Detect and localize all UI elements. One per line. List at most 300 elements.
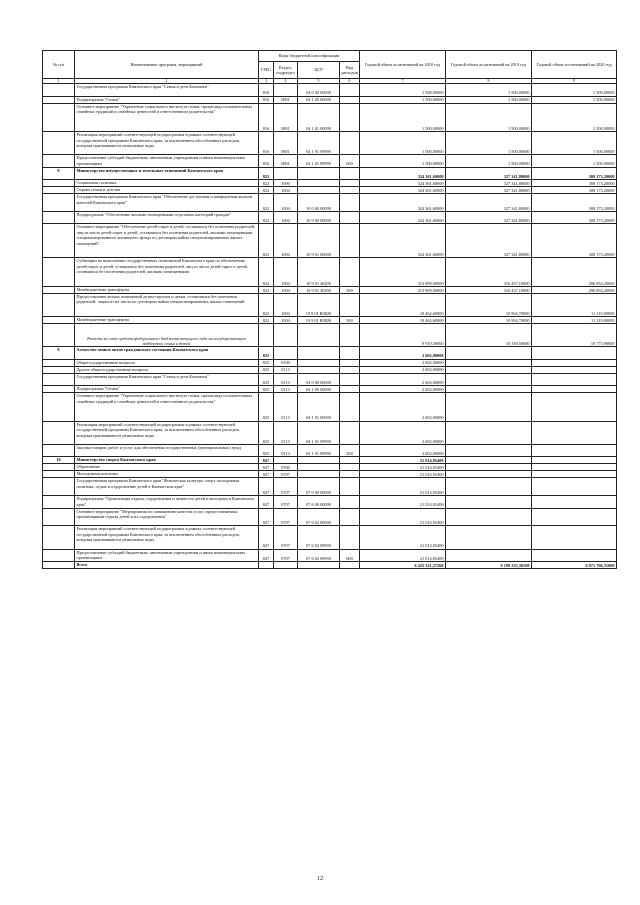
row-amount-2019 (446, 471, 532, 478)
row-csr: 07 0 00 00000 (298, 478, 340, 496)
row-csr (298, 457, 340, 464)
table-row (43, 287, 617, 294)
table-row (43, 212, 617, 224)
row-amount-2019 (446, 359, 532, 366)
row-number (43, 294, 75, 317)
row-vr (340, 194, 360, 212)
row-csr: 07 6 02 09990 (298, 526, 340, 549)
row-amount-2020 (532, 386, 617, 393)
row-amount-2019 (446, 373, 532, 385)
row-amount-2019 (446, 393, 532, 422)
table-row (43, 386, 617, 393)
row-amount-2018: 21 014,05400 (360, 478, 446, 496)
row-csr: 04 0 00 00000 (298, 84, 340, 96)
row-csr (298, 359, 340, 366)
row-grbs: 847 (259, 464, 274, 471)
row-grbs: 825 (259, 366, 274, 373)
row-amount-2019 (446, 366, 532, 373)
row-name: Межбюджетные трансферты (75, 287, 259, 294)
row-grbs: 822 (259, 287, 274, 294)
row-grbs: 822 (259, 187, 274, 194)
row-grbs: 847 (259, 471, 274, 478)
row-amount-2018: 324 361,60000 (360, 194, 446, 212)
row-number (43, 561, 75, 568)
row-number (43, 258, 75, 287)
row-amount-2018: 21 014,05400 (360, 496, 446, 508)
row-amount-2019 (446, 421, 532, 444)
row-name: Подпрограмма "Организация отдыха, оздоровления и занятости детей и молодежи в Камчатском крае" (75, 496, 259, 508)
row-razd: 0700 (274, 464, 298, 471)
col-index: 5 (298, 79, 340, 84)
row-amount-2018: 21 014,05400 (360, 508, 446, 526)
row-razd: 1004 (274, 194, 298, 212)
row-name: Агентство записи актов гражданского состояния Камчатского края (75, 347, 259, 359)
row-grbs: 822 (259, 212, 274, 224)
row-amount-2018: 324 361,60000 (360, 212, 446, 224)
table-row (43, 187, 617, 194)
row-name: Подпрограмма "Семья" (75, 386, 259, 393)
row-grbs: 847 (259, 496, 274, 508)
row-vr (340, 373, 360, 385)
row-amount-2018: 2 602,00000 (360, 347, 446, 359)
header-no: № п/п (43, 51, 75, 79)
row-vr (340, 526, 360, 549)
col-index: 2 (75, 79, 259, 84)
row-amount-2018: 2 602,00000 (360, 386, 446, 393)
row-amount-2019: 1 500,00000 (446, 84, 532, 96)
table-row (43, 96, 617, 103)
row-csr: 04 1 01 00000 (298, 103, 340, 132)
row-number (43, 508, 75, 526)
col-index: 9 (532, 79, 617, 84)
header-2018: Годовой объем ассигнований на 2018 год (360, 51, 446, 79)
row-csr: 07 6 02 09990 (298, 549, 340, 561)
row-amount-2020 (532, 347, 617, 359)
row-amount-2018: 21 014,05400 (360, 471, 446, 478)
row-grbs: 816 (259, 132, 274, 155)
row-vr (340, 84, 360, 96)
row-grbs: 816 (259, 84, 274, 96)
row-number (43, 287, 75, 294)
row-amount-2019: 1 500,00000 (446, 132, 532, 155)
row-amount-2019: 10 904,70000 (446, 294, 532, 317)
table-row (43, 132, 617, 155)
header-grbs: ГРБС (259, 62, 274, 79)
row-number (43, 366, 75, 373)
row-vr (340, 421, 360, 444)
row-number (43, 421, 75, 444)
col-index: 8 (446, 79, 532, 84)
row-grbs: 825 (259, 359, 274, 366)
table-row (43, 167, 617, 179)
row-razd: 0801 (274, 103, 298, 132)
row-razd: 1004 (274, 224, 298, 258)
row-csr (298, 180, 340, 187)
row-name: Предоставление субсидий бюджетным, автономным учреждениям и иным некоммерческим организациям (75, 155, 259, 167)
row-number (43, 103, 75, 132)
row-razd: 0113 (274, 373, 298, 385)
row-vr (340, 386, 360, 393)
row-amount-2020 (532, 359, 617, 366)
table-row (43, 366, 617, 373)
row-razd (274, 84, 298, 96)
row-grbs: 847 (259, 549, 274, 561)
row-vr: 600 (340, 155, 360, 167)
row-number (43, 155, 75, 167)
row-vr (340, 359, 360, 366)
row-amount-2018: 313 899,00000 (360, 287, 446, 294)
row-grbs: 825 (259, 421, 274, 444)
row-amount-2020: 1 500,00000 (532, 155, 617, 167)
row-csr: 04 1 01 09990 (298, 444, 340, 456)
row-amount-2019: 327 341,80000 (446, 167, 532, 179)
row-vr (340, 212, 360, 224)
row-csr (298, 464, 340, 471)
row-amount-2019: 1 500,00000 (446, 155, 532, 167)
row-csr: 10 0 00 00000 (298, 194, 340, 212)
row-csr: 10 9 01 40290 (298, 258, 340, 287)
row-razd: 0113 (274, 366, 298, 373)
table-row (43, 561, 617, 568)
row-razd: 1004 (274, 294, 298, 317)
row-amount-2019 (446, 478, 532, 496)
row-name: Социальная политика (75, 180, 259, 187)
col-index: 1 (43, 79, 75, 84)
row-number (43, 526, 75, 549)
row-amount-2019: 1 500,00000 (446, 96, 532, 103)
row-name: Подпрограмма "Семья" (75, 96, 259, 103)
row-name: Предоставление субсидий бюджетным, автономным учреждениям и иным некоммерческим организациям (75, 549, 259, 561)
row-vr (340, 324, 360, 347)
row-name: Всего (75, 561, 259, 568)
row-razd: 0707 (274, 549, 298, 561)
row-number: 10 (43, 457, 75, 464)
table-row (43, 526, 617, 549)
row-amount-2019: 327 341,80000 (446, 194, 532, 212)
row-amount-2018: 324 361,60000 (360, 167, 446, 179)
col-index: 4 (274, 79, 298, 84)
row-name: Министерство имущественных и земельных отношений Камчатского края (75, 167, 259, 179)
row-name: Министерство спорта Камчатского края (75, 457, 259, 464)
row-number (43, 393, 75, 422)
row-csr (298, 561, 340, 568)
row-number (43, 224, 75, 258)
row-amount-2020 (532, 478, 617, 496)
row-name: Реализация мероприятий соответствующей подпрограммы в рамках соответствующей государственной программы Камчатского края, за исключением обособленных расходов, которым присваиваются уникальные коды (75, 526, 259, 549)
row-amount-2019: 10 904,70000 (446, 317, 532, 324)
row-csr: 07 6 02 00000 (298, 508, 340, 526)
row-name: Подпрограмма "Обеспечение жилыми помещениями отдельных категорий граждан" (75, 212, 259, 224)
row-name: Межбюджетные трансферты (75, 317, 259, 324)
row-razd: 0801 (274, 132, 298, 155)
row-amount-2018: 2 602,00000 (360, 366, 446, 373)
row-vr (340, 464, 360, 471)
row-amount-2020 (532, 526, 617, 549)
row-number (43, 317, 75, 324)
row-razd: 1000 (274, 180, 298, 187)
row-grbs: 825 (259, 386, 274, 393)
row-name: Государственная программа Камчатского края "Обеспечение доступным и комфортным жильем жителей Камчатского края" (75, 194, 259, 212)
col-index: 6 (340, 79, 360, 84)
row-name: Молодежная политика (75, 471, 259, 478)
row-razd: 0801 (274, 96, 298, 103)
row-grbs: 816 (259, 103, 274, 132)
budget-table (42, 50, 617, 569)
row-vr: 200 (340, 444, 360, 456)
row-amount-2019 (446, 386, 532, 393)
row-amount-2020: 1 500,00000 (532, 96, 617, 103)
row-name: Государственная программа Камчатского края "Семья и дети Камчатки" (75, 84, 259, 96)
row-amount-2018: 21 014,05400 (360, 549, 446, 561)
row-amount-2018: 21 014,05400 (360, 464, 446, 471)
row-razd: 0113 (274, 444, 298, 456)
row-razd (274, 561, 298, 568)
row-grbs: 847 (259, 508, 274, 526)
row-grbs: 847 (259, 478, 274, 496)
row-amount-2019: 316 437,10000 (446, 258, 532, 287)
table-row (43, 103, 617, 132)
row-amount-2018: 1 500,00000 (360, 96, 446, 103)
row-razd: 0707 (274, 508, 298, 526)
row-name: Реализация мероприятий соответствующей подпрограммы в рамках соответствующей государственной программы Камчатского края, за исключением обособленных расходов, которым присваиваются уникальные коды (75, 421, 259, 444)
row-number (43, 373, 75, 385)
row-name: Расходы за счет средств федерального бюджета текущего года на государственную поддержку семьи и детей (75, 324, 259, 347)
table-row (43, 224, 617, 258)
table-row (43, 180, 617, 187)
row-amount-2020 (532, 373, 617, 385)
row-razd (274, 167, 298, 179)
row-amount-2018: 1 500,00000 (360, 84, 446, 96)
table-row (43, 421, 617, 444)
row-amount-2018: 324 361,60000 (360, 180, 446, 187)
row-amount-2018: 2 602,00000 (360, 373, 446, 385)
row-vr (340, 393, 360, 422)
row-number (43, 471, 75, 478)
row-number: 8 (43, 167, 75, 179)
row-name: Предоставление жилых помещений детям-сиротам и детям, оставшимся без попечения родителей, лицам из их числа по договорам найма специализированных жилых помещений (75, 294, 259, 317)
row-amount-2020 (532, 549, 617, 561)
row-amount-2018: 2 602,00000 (360, 359, 446, 366)
col-index: 3 (259, 79, 274, 84)
row-number (43, 194, 75, 212)
row-csr (298, 347, 340, 359)
row-grbs: 816 (259, 96, 274, 103)
row-csr (298, 366, 340, 373)
row-amount-2020 (532, 471, 617, 478)
row-razd: 0707 (274, 496, 298, 508)
row-amount-2020: 1 500,00000 (532, 132, 617, 155)
header-name: Наименование программ, мероприятий (75, 51, 259, 79)
row-vr (340, 508, 360, 526)
row-amount-2020: 308 173,20000 (532, 224, 617, 258)
row-number (43, 359, 75, 366)
row-grbs: 847 (259, 457, 274, 464)
row-vr (340, 167, 360, 179)
row-razd: 0707 (274, 526, 298, 549)
row-vr (340, 471, 360, 478)
row-razd: 0113 (274, 421, 298, 444)
row-amount-2018: 1 500,00000 (360, 132, 446, 155)
row-amount-2020: 6 071 706,31000 (532, 561, 617, 568)
row-amount-2018: 324 361,60000 (360, 224, 446, 258)
row-amount-2020 (532, 457, 617, 464)
row-grbs: 822 (259, 180, 274, 187)
row-razd (274, 347, 298, 359)
row-name: Субвенции на выполнение государственных полномочий Камчатского края по обеспечению детей-сирот и детей, оставшихся без попечения родителей, лиц из числа детей-сирот и детей, оставшихся без попечения родителей, жилыми помещениями (75, 258, 259, 287)
row-csr (298, 167, 340, 179)
row-number (43, 386, 75, 393)
row-csr: 10 9 01 00000 (298, 224, 340, 258)
row-name: Государственная программа Камчатского края "Физическая культура, спорт, молодежная политика, отдых и оздоровление детей в Камчатском крае" (75, 478, 259, 496)
row-csr: 04 1 01 00000 (298, 393, 340, 422)
row-name: Государственная программа Камчатского края "Семья и дети Камчатки" (75, 373, 259, 385)
row-razd: 1004 (274, 287, 298, 294)
row-csr: 10 9 01 40290 (298, 287, 340, 294)
col-index: 7 (360, 79, 446, 84)
row-number (43, 187, 75, 194)
row-csr: 10 9 01 R0820 (298, 294, 340, 317)
row-amount-2019: 6 199 235,38100 (446, 561, 532, 568)
row-name: Общегосударственные вопросы (75, 359, 259, 366)
row-razd (274, 457, 298, 464)
row-grbs: 825 (259, 347, 274, 359)
row-amount-2020 (532, 366, 617, 373)
row-razd: 0801 (274, 155, 298, 167)
row-amount-2018: 2 602,00000 (360, 421, 446, 444)
row-amount-2018: 9 919,30000 (360, 324, 446, 347)
row-vr (340, 96, 360, 103)
row-amount-2020 (532, 421, 617, 444)
row-amount-2020: 1 500,00000 (532, 103, 617, 132)
row-vr (340, 347, 360, 359)
row-amount-2019: 327 341,80000 (446, 212, 532, 224)
table-row (43, 359, 617, 366)
row-razd: 0707 (274, 471, 298, 478)
row-vr (340, 457, 360, 464)
row-amount-2020: 296 854,20000 (532, 258, 617, 287)
row-amount-2019: 327 341,80000 (446, 180, 532, 187)
row-vr (340, 294, 360, 317)
row-amount-2018: 313 899,00000 (360, 258, 446, 287)
row-amount-2020 (532, 496, 617, 508)
row-csr: 07 6 00 00000 (298, 496, 340, 508)
header-csr: ЦСР (298, 62, 340, 79)
row-vr (340, 258, 360, 287)
header-codes-group: Коды бюджетной классификации (259, 51, 360, 62)
header-2019: Годовой объем ассигнований на 2019 год (446, 51, 532, 79)
table-row (43, 84, 617, 96)
row-csr (298, 187, 340, 194)
row-amount-2020: 296 854,20000 (532, 287, 617, 294)
row-number (43, 180, 75, 187)
row-csr: 04 1 01 09990 (298, 155, 340, 167)
row-number (43, 212, 75, 224)
row-grbs: 822 (259, 294, 274, 317)
row-vr (340, 103, 360, 132)
row-amount-2020: 308 173,20000 (532, 187, 617, 194)
row-name: Основное мероприятие "Укрепление социального института семьи, пропаганда положительных семейных традиций и семейных ценностей и ответственного родительства" (75, 393, 259, 422)
table-row (43, 478, 617, 496)
row-grbs (259, 561, 274, 568)
row-amount-2020: 11 319,00000 (532, 317, 617, 324)
row-vr: 500 (340, 287, 360, 294)
row-csr: 04 1 01 09990 (298, 132, 340, 155)
row-amount-2019 (446, 457, 532, 464)
row-csr (298, 324, 340, 347)
table-row (43, 393, 617, 422)
row-razd: 0113 (274, 386, 298, 393)
table-row (43, 549, 617, 561)
row-number (43, 132, 75, 155)
row-amount-2020: 10 773,90000 (532, 324, 617, 347)
row-grbs: 822 (259, 317, 274, 324)
row-number (43, 478, 75, 496)
row-vr (340, 496, 360, 508)
row-razd (274, 324, 298, 347)
row-number: 9 (43, 347, 75, 359)
row-amount-2020: 308 173,20000 (532, 212, 617, 224)
row-amount-2020: 11 319,00000 (532, 294, 617, 317)
row-number (43, 549, 75, 561)
row-name: Основное мероприятие "Обеспечение детей-сирот и детей, оставшихся без попечения родителей, лиц из числа детей-сирот и детей, оставшихся без попечения родителей, жилыми помещениями специализированного жилищного фонда по договорам найма специализированных жилых помещений" (75, 224, 259, 258)
table-row (43, 444, 617, 456)
row-amount-2019: 1 500,00000 (446, 103, 532, 132)
row-razd: 1004 (274, 258, 298, 287)
row-vr (340, 132, 360, 155)
row-grbs: 822 (259, 194, 274, 212)
row-razd: 1004 (274, 212, 298, 224)
row-number (43, 464, 75, 471)
row-amount-2018: 2 602,00000 (360, 393, 446, 422)
row-amount-2019: 10 339,50000 (446, 324, 532, 347)
row-grbs: 847 (259, 526, 274, 549)
row-vr (340, 366, 360, 373)
table-row (43, 324, 617, 347)
table-row (43, 508, 617, 526)
row-razd: 1004 (274, 317, 298, 324)
row-amount-2018: 2 602,00000 (360, 444, 446, 456)
table-row (43, 155, 617, 167)
row-name: Другие общегосударственные вопросы (75, 366, 259, 373)
row-number (43, 444, 75, 456)
row-amount-2020: 308 173,20000 (532, 167, 617, 179)
row-amount-2019 (446, 496, 532, 508)
row-amount-2018: 10 462,60000 (360, 294, 446, 317)
row-vr: 500 (340, 317, 360, 324)
row-amount-2020: 308 173,20000 (532, 180, 617, 187)
row-amount-2019: 327 341,80000 (446, 224, 532, 258)
row-csr: 04 1 01 09990 (298, 421, 340, 444)
header-vr: Вид расходов (340, 62, 360, 79)
row-vr (340, 478, 360, 496)
row-csr: 04 1 00 00000 (298, 386, 340, 393)
table-row (43, 496, 617, 508)
row-vr (340, 561, 360, 568)
header-2020: Годовой объем ассигнований на 2020 год (532, 51, 617, 79)
row-csr: 10 9 00 00000 (298, 212, 340, 224)
row-amount-2020 (532, 508, 617, 526)
row-amount-2020 (532, 393, 617, 422)
row-name: Основное мероприятие "Мероприятия по повышению качества услуг, предоставляемых организациями отдыха детей и их оздоровления" (75, 508, 259, 526)
row-csr: 04 1 00 00000 (298, 96, 340, 103)
row-vr (340, 180, 360, 187)
row-amount-2020: 308 173,20000 (532, 194, 617, 212)
table-row (43, 258, 617, 287)
row-vr: 600 (340, 549, 360, 561)
row-number (43, 324, 75, 347)
row-amount-2019 (446, 526, 532, 549)
row-name: Образование (75, 464, 259, 471)
